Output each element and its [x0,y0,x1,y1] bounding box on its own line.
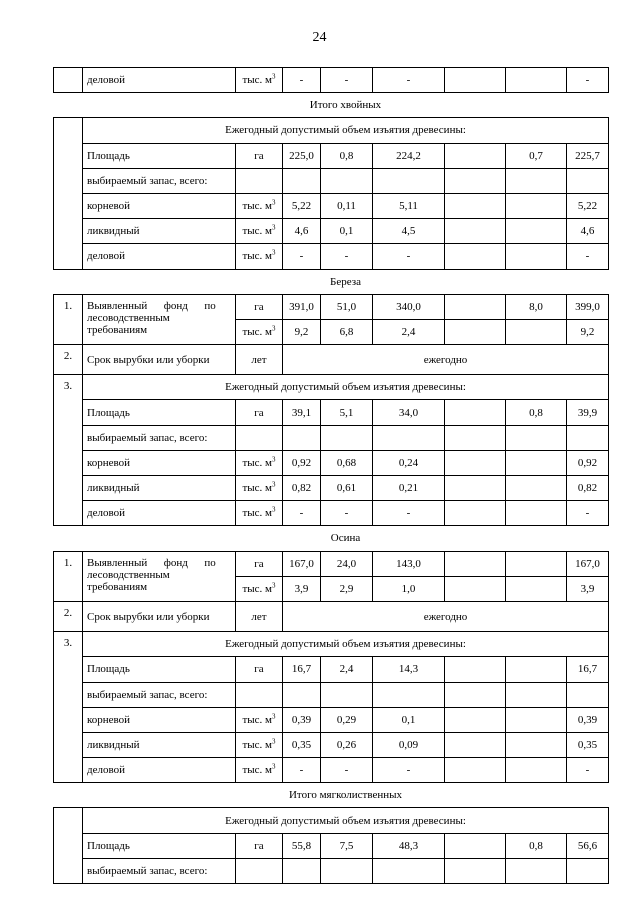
row-label: ликвидный [83,219,236,244]
item-number: 1. [54,294,83,344]
value-cell [445,551,506,576]
value-cell: - [373,501,445,526]
value-cell: - [373,758,445,783]
value-cell: 39,1 [283,400,321,425]
value-cell [445,319,506,344]
unit-cell [236,168,283,193]
value-cell: 4,6 [567,219,609,244]
row-label: корневой [83,193,236,218]
value-cell: 24,0 [321,551,373,576]
unit-cell [236,576,283,601]
annual-volume-heading: Ежегодный допустимый объем изъятия древесины: [83,808,609,833]
row-label: выбираемый запас, всего: [83,858,236,883]
value-cell: 39,9 [567,400,609,425]
value-cell [373,858,445,883]
value-cell [506,657,567,682]
row-label: выбираемый запас, всего: [83,168,236,193]
unit-superscript: 3 [272,223,276,232]
row-label: деловой [83,244,236,269]
value-cell: 2,4 [321,657,373,682]
value-cell: 0,8 [321,143,373,168]
item-number: 3. [54,375,83,526]
unit-cell: лет [236,601,283,631]
value-cell [567,425,609,450]
unit-cell [236,68,283,93]
value-cell: 0,29 [321,707,373,732]
value-cell [373,682,445,707]
value-cell [321,425,373,450]
value-cell [445,425,506,450]
item-number: 2. [54,601,83,631]
value-cell [445,732,506,757]
table-row [54,450,609,475]
value-cell [506,319,567,344]
value-cell: - [283,244,321,269]
row-label: Площадь [83,400,236,425]
value-cell: 0,35 [283,732,321,757]
unit-cell: га [236,833,283,858]
value-cell: 0,7 [506,143,567,168]
unit-cell: лет [236,345,283,375]
fund-label-line: требованиям [87,323,148,336]
value-cell [445,450,506,475]
value-cell [445,143,506,168]
unit-cell [236,707,283,732]
value-cell: 0,39 [283,707,321,732]
value-cell [445,68,506,93]
value-cell: 1,0 [373,576,445,601]
unit-cell [236,682,283,707]
item-number [54,118,83,269]
value-cell [506,501,567,526]
value-cell [506,551,567,576]
unit-cell [236,319,283,344]
value-cell: 3,9 [283,576,321,601]
row-label: корневой [83,707,236,732]
value-cell [445,707,506,732]
value-cell: 0,21 [373,476,445,501]
fund-label-line: Выявленный фонд по [87,556,216,569]
value-cell [506,168,567,193]
value-cell: 391,0 [283,294,321,319]
value-cell: - [283,68,321,93]
row-label: деловой [83,68,236,93]
value-cell: 0,35 [567,732,609,757]
value-cell: 0,24 [373,450,445,475]
value-cell: 0,61 [321,476,373,501]
table-row [54,808,609,833]
section-header-row [54,526,609,551]
value-cell: - [321,758,373,783]
value-cell: - [567,68,609,93]
value-cell: - [373,244,445,269]
fund-label-line: лесоводственным [87,311,170,324]
value-cell: 0,82 [567,476,609,501]
unit-cell [236,219,283,244]
section-header-row [54,783,609,808]
table-row [54,68,609,93]
page-number: 24 [312,30,327,45]
value-cell [506,707,567,732]
value-cell: - [567,244,609,269]
table-row [54,657,609,682]
unit-label: тыс. м [242,764,273,777]
value-cell: 5,11 [373,193,445,218]
value-cell: 0,8 [506,833,567,858]
unit-label: тыс. м [242,738,273,751]
value-cell [445,244,506,269]
unit-cell: га [236,551,283,576]
unit-superscript: 3 [272,762,276,771]
row-label: ликвидный [83,732,236,757]
unit-superscript: 3 [272,505,276,514]
section-header-row [54,93,609,118]
value-cell: - [321,501,373,526]
value-cell: - [373,68,445,93]
value-cell: 0,39 [567,707,609,732]
table-row [54,501,609,526]
value-cell: 3,9 [567,576,609,601]
value-cell [445,501,506,526]
table-row [54,758,609,783]
table-row [54,732,609,757]
fund-label [83,551,236,601]
value-cell [506,219,567,244]
table-row [54,193,609,218]
value-cell: 4,6 [283,219,321,244]
unit-label: тыс. м [242,250,273,263]
value-cell [445,219,506,244]
table-row [54,400,609,425]
section-spacer [54,526,83,551]
value-cell [506,193,567,218]
table-row [54,294,609,319]
row-label: Площадь [83,833,236,858]
value-cell: 9,2 [283,319,321,344]
value-cell [506,476,567,501]
value-cell: 14,3 [373,657,445,682]
unit-superscript: 3 [272,248,276,257]
unit-cell: га [236,143,283,168]
value-cell [283,168,321,193]
value-cell [373,425,445,450]
value-cell: 0,09 [373,732,445,757]
value-cell: 8,0 [506,294,567,319]
fund-label-line: лесоводственным [87,568,170,581]
value-cell: 0,26 [321,732,373,757]
unit-cell [236,758,283,783]
row-label: Срок вырубки или уборки [83,601,236,631]
value-cell: 0,82 [283,476,321,501]
value-cell [445,576,506,601]
value-cell: 51,0 [321,294,373,319]
row-label: Площадь [83,143,236,168]
value-cell [506,244,567,269]
unit-cell [236,476,283,501]
section-title: Итого хвойных [83,93,609,118]
row-label: ликвидный [83,476,236,501]
unit-label: тыс. м [242,507,273,520]
unit-superscript: 3 [272,712,276,721]
value-cell: - [321,68,373,93]
unit-cell [236,425,283,450]
value-cell: 55,8 [283,833,321,858]
unit-cell [236,858,283,883]
value-cell [445,758,506,783]
value-cell: 5,1 [321,400,373,425]
table-row [54,858,609,883]
unit-superscript: 3 [272,480,276,489]
table-row [54,833,609,858]
table-row [54,476,609,501]
value-cell [373,168,445,193]
value-cell: 224,2 [373,143,445,168]
row-label: выбираемый запас, всего: [83,425,236,450]
value-cell: 16,7 [283,657,321,682]
table-row [54,551,609,576]
value-cell [506,425,567,450]
table-row [54,219,609,244]
value-cell: 0,11 [321,193,373,218]
row-label: корневой [83,450,236,475]
unit-cell: га [236,294,283,319]
unit-superscript: 3 [272,198,276,207]
unit-label: тыс. м [242,325,273,338]
unit-superscript: 3 [272,324,276,333]
item-number: 2. [54,345,83,375]
value-cell: 9,2 [567,319,609,344]
value-cell: 399,0 [567,294,609,319]
value-cell: 6,8 [321,319,373,344]
value-cell [445,657,506,682]
unit-label: тыс. м [242,225,273,238]
unit-cell [236,193,283,218]
section-title: Береза [83,269,609,294]
value-cell: 34,0 [373,400,445,425]
section-header-row [54,269,609,294]
value-cell: 2,9 [321,576,373,601]
unit-label: тыс. м [242,200,273,213]
unit-superscript: 3 [272,72,276,81]
value-cell [321,168,373,193]
value-cell [321,858,373,883]
table-row [54,118,609,143]
table-row [54,601,609,631]
table-row [54,143,609,168]
value-cell [445,682,506,707]
value-cell [445,400,506,425]
value-cell: 4,5 [373,219,445,244]
value-cell [567,682,609,707]
annual-volume-heading: Ежегодный допустимый объем изъятия древесины: [83,118,609,143]
fund-label [83,294,236,344]
value-cell: 0,68 [321,450,373,475]
value-cell: 2,4 [373,319,445,344]
value-cell [321,682,373,707]
value-cell [567,858,609,883]
value-cell: 0,1 [321,219,373,244]
value-cell [506,576,567,601]
value-cell [445,193,506,218]
value-cell [445,168,506,193]
unit-label: тыс. м [242,74,273,87]
unit-label: тыс. м [242,456,273,469]
table-row [54,707,609,732]
value-cell [506,758,567,783]
fund-label-line: требованиям [87,580,148,593]
value-cell: 0,92 [283,450,321,475]
annual-volume-heading: Ежегодный допустимый объем изъятия древесины: [83,632,609,657]
value-cell: 5,22 [567,193,609,218]
period-value: ежегодно [283,345,609,375]
value-cell [445,294,506,319]
row-label: Площадь [83,657,236,682]
row-label: Срок вырубки или уборки [83,345,236,375]
section-spacer [54,93,83,118]
annual-volume-heading: Ежегодный допустимый объем изъятия древесины: [83,375,609,400]
unit-cell [236,732,283,757]
value-cell: - [567,501,609,526]
value-cell [445,476,506,501]
value-cell: 143,0 [373,551,445,576]
forest-volume-table [53,67,609,884]
value-cell: - [283,758,321,783]
value-cell: - [321,244,373,269]
unit-cell [236,501,283,526]
value-cell [445,833,506,858]
table-row [54,345,609,375]
unit-cell [236,450,283,475]
value-cell [445,858,506,883]
table-row [54,632,609,657]
unit-label: тыс. м [242,713,273,726]
row-label: деловой [83,501,236,526]
value-cell [506,68,567,93]
unit-label: тыс. м [242,482,273,495]
item-number: 3. [54,632,83,783]
unit-superscript: 3 [272,581,276,590]
unit-label: тыс. м [242,582,273,595]
table-row [54,682,609,707]
table-row [54,425,609,450]
section-title: Итого мягколиственных [83,783,609,808]
unit-cell: га [236,400,283,425]
row-label: деловой [83,758,236,783]
value-cell: 5,22 [283,193,321,218]
item-number [54,68,83,93]
value-cell: 16,7 [567,657,609,682]
value-cell: - [567,758,609,783]
value-cell [506,450,567,475]
table-row [54,375,609,400]
unit-superscript: 3 [272,455,276,464]
value-cell: 225,0 [283,143,321,168]
value-cell: 7,5 [321,833,373,858]
unit-cell [236,244,283,269]
value-cell: - [283,501,321,526]
value-cell [283,682,321,707]
value-cell: 0,1 [373,707,445,732]
value-cell: 167,0 [283,551,321,576]
value-cell [567,168,609,193]
value-cell: 225,7 [567,143,609,168]
unit-cell: га [236,657,283,682]
section-title: Осина [83,526,609,551]
value-cell: 56,6 [567,833,609,858]
value-cell [506,682,567,707]
value-cell [506,858,567,883]
section-spacer [54,783,83,808]
table-row [54,168,609,193]
period-value: ежегодно [283,601,609,631]
row-label: выбираемый запас, всего: [83,682,236,707]
value-cell: 48,3 [373,833,445,858]
value-cell [506,732,567,757]
value-cell: 167,0 [567,551,609,576]
value-cell [283,858,321,883]
value-cell: 340,0 [373,294,445,319]
fund-label-line: Выявленный фонд по [87,299,216,312]
table-row [54,244,609,269]
value-cell: 0,8 [506,400,567,425]
value-cell: 0,92 [567,450,609,475]
item-number: 1. [54,551,83,601]
item-number [54,808,83,884]
section-spacer [54,269,83,294]
value-cell [283,425,321,450]
unit-superscript: 3 [272,737,276,746]
